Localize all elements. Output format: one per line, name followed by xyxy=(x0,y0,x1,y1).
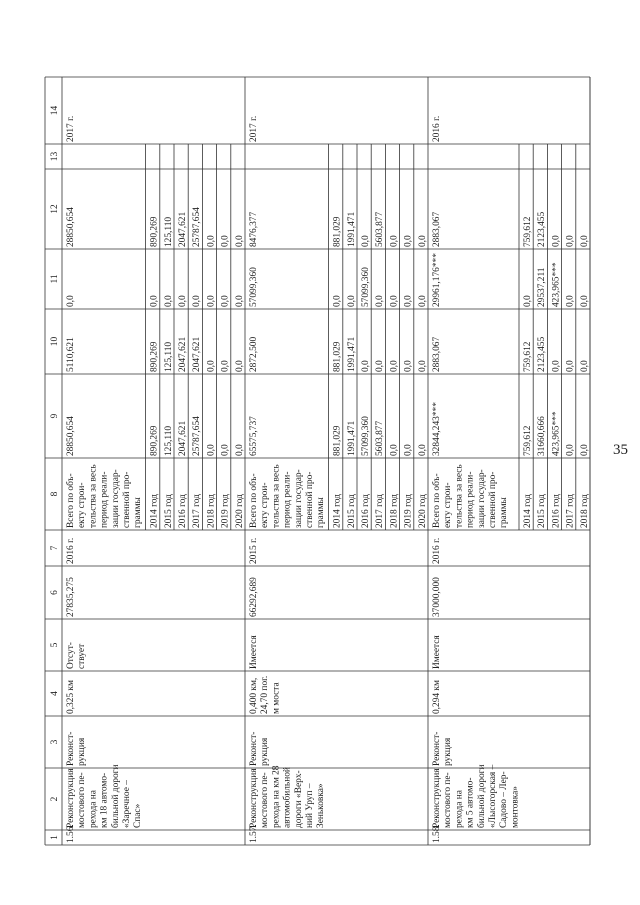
year-value: 0,0 xyxy=(551,360,562,372)
total-label: граммы xyxy=(499,497,510,528)
year-value: 0,0 xyxy=(403,235,414,247)
page-number: 35 xyxy=(613,442,628,458)
total-label: Всего по объ- xyxy=(249,473,259,528)
design-doc-status: ствует xyxy=(77,643,88,669)
total-value: 2872,500 xyxy=(249,336,259,372)
object-name: рехода на xyxy=(88,790,99,828)
row-number: 1.57. xyxy=(249,824,259,843)
year-value: 881,029 xyxy=(332,216,343,247)
object-name: Реконструкция xyxy=(66,768,76,828)
year-value: 0,0 xyxy=(332,295,343,307)
row-number: 1.56. xyxy=(66,824,76,843)
year-label: 2018 год xyxy=(389,494,400,528)
year-value: 0,0 xyxy=(234,295,245,307)
total-value: 8476,377 xyxy=(249,211,259,247)
year-value: 57099,360 xyxy=(361,267,371,307)
year-value: 0,0 xyxy=(361,360,371,372)
year-value: 0,0 xyxy=(389,360,400,372)
year-value: 423,965*** xyxy=(551,411,562,456)
column-header-4: 4 xyxy=(50,691,60,696)
total-label: период реали- xyxy=(465,471,476,528)
year-value: 57099,360 xyxy=(361,416,371,456)
year-value: 0,0 xyxy=(234,360,245,372)
design-doc-status: Имеется xyxy=(249,635,259,669)
year-value: 2047,621 xyxy=(192,336,203,372)
total-label: екту строи- xyxy=(260,482,271,528)
column-header-8: 8 xyxy=(50,491,60,497)
year-value: 0,0 xyxy=(192,295,203,307)
total-label: зации государ- xyxy=(110,469,121,528)
year-value: 0,0 xyxy=(417,235,428,247)
year-value: 0,0 xyxy=(565,360,576,372)
year-label: 2018 год xyxy=(579,494,590,528)
total-value: 28850,654 xyxy=(66,207,76,247)
capacity: 0,294 км xyxy=(432,680,442,714)
column-header-13: 13 xyxy=(50,151,60,162)
estimated-cost: 66292,689 xyxy=(249,577,259,617)
year-value: 0,0 xyxy=(346,295,357,307)
column-header-12: 12 xyxy=(50,204,60,214)
year-value: 0,0 xyxy=(579,360,590,372)
end-year: 2016 г. xyxy=(432,115,442,142)
year-value: 2123,455 xyxy=(537,336,548,372)
year-label: 2018 год xyxy=(206,494,217,528)
year-value: 0,0 xyxy=(579,235,590,247)
object-name: бильной дороги xyxy=(476,764,487,828)
total-label: ственной про- xyxy=(122,471,132,528)
object-name: рехода на xyxy=(454,790,465,828)
year-value: 0,0 xyxy=(403,444,414,456)
column-header-2: 2 xyxy=(50,796,60,802)
year-value: 881,029 xyxy=(332,341,343,372)
object-name: автомобильной xyxy=(282,767,293,828)
work-type: рукция xyxy=(443,737,454,766)
object-name: мостового пе- xyxy=(443,772,454,828)
total-value: 29961,176*** xyxy=(432,253,442,307)
year-value: 0,0 xyxy=(206,360,217,372)
year-value: 125,110 xyxy=(163,216,174,247)
year-value: 0,0 xyxy=(417,360,428,372)
total-label: ственной про- xyxy=(305,471,315,528)
year-value: 0,0 xyxy=(389,235,400,247)
work-type: Реконст- xyxy=(66,731,76,766)
total-value: 28850,654 xyxy=(66,416,76,456)
year-value: 0,0 xyxy=(417,444,428,456)
year-value: 125,110 xyxy=(163,425,174,456)
year-value: 881,029 xyxy=(332,425,343,456)
object-name: Зеньковка» xyxy=(316,783,327,828)
capacity: 24,70 пог. xyxy=(260,675,271,714)
object-name: Реконструкция xyxy=(432,768,442,828)
total-value: 2883,067 xyxy=(432,336,442,372)
year-label: 2015 год xyxy=(537,494,548,528)
year-value: 759,612 xyxy=(523,216,533,247)
start-year: 2016 г. xyxy=(432,537,442,564)
design-doc-status: Имеется xyxy=(432,635,442,669)
year-value: 0,0 xyxy=(403,360,414,372)
year-label: 2016 год xyxy=(551,494,562,528)
year-value: 890,269 xyxy=(149,216,160,247)
year-value: 0,0 xyxy=(565,444,576,456)
total-value: 2883,067 xyxy=(432,211,442,247)
row-number: 1.58. xyxy=(432,824,442,843)
year-value: 0,0 xyxy=(149,295,160,307)
work-type: рукция xyxy=(260,737,271,766)
design-doc-status: Отсут- xyxy=(66,642,76,669)
year-label: 2015 год xyxy=(346,494,357,528)
total-label: граммы xyxy=(316,497,327,528)
year-value: 0,0 xyxy=(375,295,386,307)
end-year: 2017 г. xyxy=(66,115,76,142)
year-value: 0,0 xyxy=(389,295,400,307)
year-label: 2014 год xyxy=(149,494,160,528)
year-value: 1991,471 xyxy=(346,336,357,372)
year-value: 0,0 xyxy=(220,444,231,456)
year-value: 1991,471 xyxy=(346,211,357,247)
year-value: 29537,211 xyxy=(537,267,548,307)
year-value: 0,0 xyxy=(234,444,245,456)
year-label: 2017 год xyxy=(192,494,203,528)
estimated-cost: 37000,000 xyxy=(432,577,442,617)
object-name: монтовка» xyxy=(510,786,521,828)
year-label: 2019 год xyxy=(403,494,414,528)
capacity: 0,325 км xyxy=(66,680,76,714)
work-type: Реконст- xyxy=(249,731,259,766)
year-value: 0,0 xyxy=(417,295,428,307)
column-header-11: 11 xyxy=(50,274,60,284)
year-value: 2123,455 xyxy=(537,211,548,247)
work-type: Реконст- xyxy=(432,731,442,766)
total-label: тельства за весь xyxy=(271,464,282,528)
object-name: км 18 автомо- xyxy=(99,772,110,828)
column-header-3: 3 xyxy=(50,739,60,745)
column-header-14: 14 xyxy=(50,105,60,116)
total-value: 57099,360 xyxy=(249,267,259,307)
capacity: м моста xyxy=(271,682,282,714)
year-value: 1991,471 xyxy=(346,420,357,456)
year-value: 25787,654 xyxy=(192,207,203,247)
start-year: 2015 г. xyxy=(249,537,259,564)
object-name: Спас» xyxy=(133,803,144,828)
year-label: 2020 год xyxy=(417,494,428,528)
year-value: 0,0 xyxy=(361,235,371,247)
year-value: 0,0 xyxy=(220,295,231,307)
year-value: 0,0 xyxy=(206,295,217,307)
capacity: 0,400 км, xyxy=(249,677,259,714)
year-value: 5603,877 xyxy=(375,420,386,456)
total-value: 5110,621 xyxy=(66,337,76,372)
year-label: 2020 год xyxy=(234,494,245,528)
object-name: мостового пе- xyxy=(260,772,271,828)
year-value: 0,0 xyxy=(565,235,576,247)
year-value: 0,0 xyxy=(234,235,245,247)
year-value: 0,0 xyxy=(163,295,174,307)
object-name: Садово – Лер- xyxy=(499,771,510,828)
total-label: тельства за весь xyxy=(88,464,99,528)
object-name: Реконструкция xyxy=(249,768,259,828)
total-label: Всего по объ- xyxy=(66,473,76,528)
year-value: 31660,666 xyxy=(537,416,548,456)
object-name: «Заречное – xyxy=(122,780,132,828)
column-header-10: 10 xyxy=(50,336,60,347)
object-name: ний Уруп – xyxy=(305,783,315,828)
total-label: период реали- xyxy=(282,471,293,528)
year-label: 2019 год xyxy=(220,494,231,528)
column-header-5: 5 xyxy=(50,642,60,648)
total-label: тельства за весь xyxy=(454,464,465,528)
year-value: 0,0 xyxy=(375,360,386,372)
year-value: 0,0 xyxy=(523,295,533,307)
year-value: 0,0 xyxy=(206,235,217,247)
year-value: 25787,654 xyxy=(192,416,203,456)
object-name: рехода на км 28 xyxy=(271,765,282,828)
start-year: 2016 г. xyxy=(66,537,76,564)
work-type: рукция xyxy=(77,737,88,766)
total-value: 65575,737 xyxy=(249,416,259,456)
year-label: 2014 год xyxy=(332,494,343,528)
column-header-1: 1 xyxy=(50,835,60,840)
object-name: «Лысогорская – xyxy=(488,764,498,828)
year-label: 2017 год xyxy=(565,494,576,528)
total-value: 32844,243*** xyxy=(432,402,442,456)
year-value: 0,0 xyxy=(220,235,231,247)
year-value: 759,612 xyxy=(523,425,533,456)
object-name: дороги «Верх- xyxy=(293,770,304,828)
end-year: 2017 г. xyxy=(249,115,259,142)
year-value: 0,0 xyxy=(220,360,231,372)
year-label: 2016 год xyxy=(361,494,371,528)
year-value: 0,0 xyxy=(565,295,576,307)
year-value: 5603,877 xyxy=(375,211,386,247)
year-value: 890,269 xyxy=(149,425,160,456)
total-label: зации государ- xyxy=(476,469,487,528)
estimated-cost: 27835,275 xyxy=(66,577,76,617)
year-value: 0,0 xyxy=(579,295,590,307)
year-value: 0,0 xyxy=(403,295,414,307)
object-name: бильной дороги xyxy=(110,764,121,828)
object-name: мостового пе- xyxy=(77,772,88,828)
year-value: 0,0 xyxy=(206,444,217,456)
total-label: граммы xyxy=(133,497,144,528)
total-label: екту строи- xyxy=(443,482,454,528)
column-header-9: 9 xyxy=(50,413,60,419)
year-value: 0,0 xyxy=(178,295,188,307)
year-value: 2047,621 xyxy=(178,211,188,247)
column-header-7: 7 xyxy=(50,545,60,551)
year-value: 2047,621 xyxy=(178,336,188,372)
object-name: км 5 автомо- xyxy=(465,777,476,828)
year-label: 2016 год xyxy=(178,494,188,528)
total-value: 0,0 xyxy=(66,295,76,307)
year-value: 759,612 xyxy=(523,341,533,372)
year-value: 890,269 xyxy=(149,341,160,372)
year-value: 423,965*** xyxy=(551,262,562,307)
total-label: ственной про- xyxy=(488,471,498,528)
year-value: 0,0 xyxy=(389,444,400,456)
column-header-6: 6 xyxy=(50,590,60,595)
year-value: 2047,621 xyxy=(178,420,188,456)
total-label: зации государ- xyxy=(293,469,304,528)
total-label: Всего по объ- xyxy=(432,473,442,528)
year-label: 2017 год xyxy=(375,494,386,528)
year-value: 0,0 xyxy=(551,235,562,247)
year-value: 125,110 xyxy=(163,341,174,372)
total-label: период реали- xyxy=(99,471,110,528)
year-label: 2015 год xyxy=(163,494,174,528)
year-value: 0,0 xyxy=(579,444,590,456)
year-label: 2014 год xyxy=(523,494,533,528)
total-label: екту строи- xyxy=(77,482,88,528)
